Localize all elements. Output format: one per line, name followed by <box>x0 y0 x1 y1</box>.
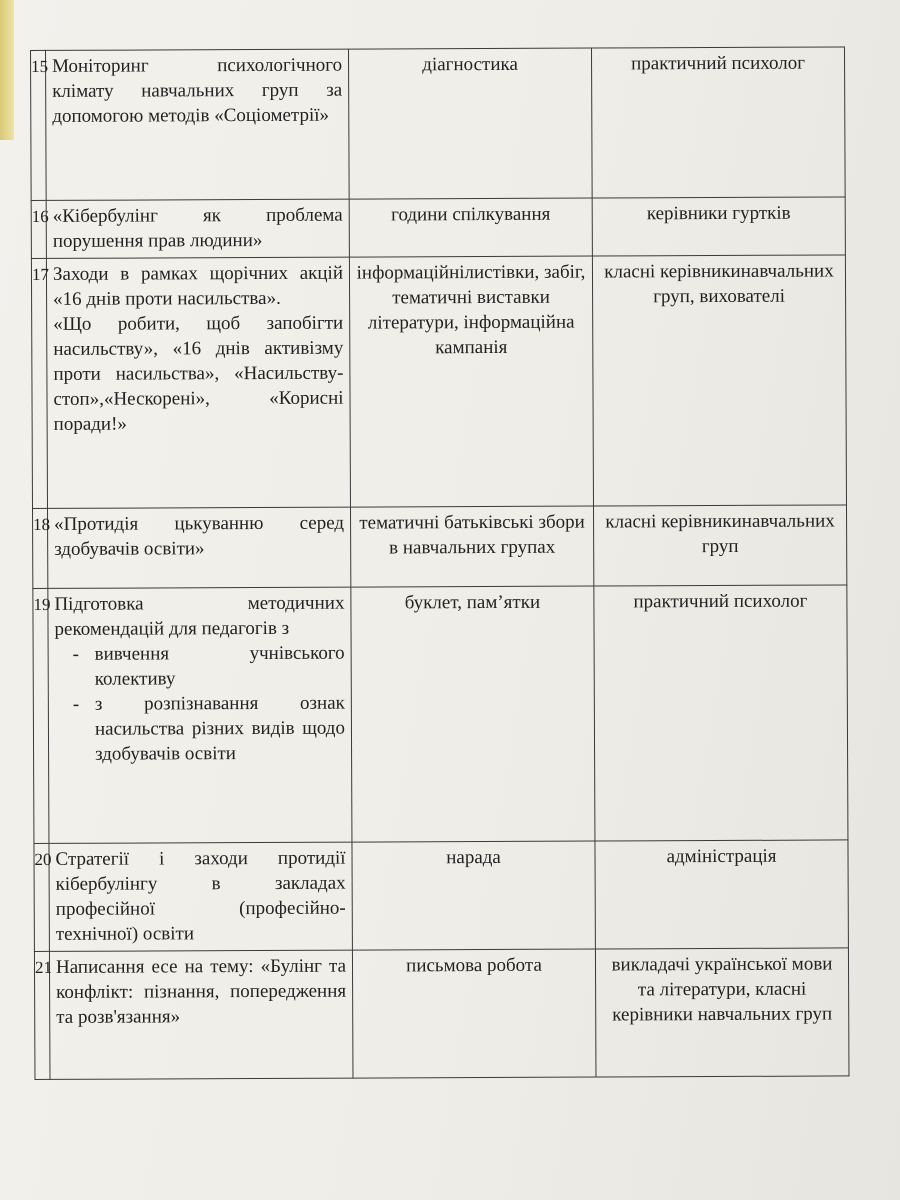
topic-text: Заходи в рамках щорічних акцій «16 днів проти насильства». <box>52 262 344 310</box>
topic-cell <box>46 257 350 508</box>
activities-table <box>30 46 849 1080</box>
table-row <box>31 47 846 201</box>
topic-cell: Написання есе на тему: «Булінг та конфлікт: пізнання, попередження та розв'язання» <box>49 950 353 1079</box>
topic-extra-text: «Що робити, щоб запобігти насильству», «16 днів активізму проти насильства», «Насильству-стоп»,«Нескорені», «Корисні поради!» <box>53 312 344 435</box>
paper-edge <box>0 0 14 140</box>
form-cell: нарада <box>352 841 595 950</box>
form-cell: тематичні батьківські збори в навчальних групах <box>350 506 593 587</box>
row-number: 20 <box>34 843 49 951</box>
responsible-cell: класні керівникинавчальних груп, вихователі <box>592 255 846 506</box>
table-row <box>34 840 848 952</box>
form-cell: інформаційнілистівки, забіг, тематичні виставки літератури, інформаційна кампанія <box>349 256 593 507</box>
table-row <box>33 505 847 589</box>
list-item: - з розпізнавання ознак насильства різних видів щодо здобувачів освіти <box>55 691 345 767</box>
responsible-cell: класні керівникинавчальних груп <box>593 505 846 586</box>
form-cell: письмова робота <box>352 949 596 1078</box>
row-number: 18 <box>33 508 48 588</box>
form-cell: буклет, пам’ятки <box>351 586 595 842</box>
row-number: 19 <box>33 588 49 843</box>
list-item: - вивчення учнівського колективу <box>55 641 345 692</box>
row-number: 17 <box>31 258 47 508</box>
row-number: 21 <box>34 951 50 1079</box>
form-cell: години спілкування <box>349 198 592 257</box>
responsible-cell: керівники гуртків <box>592 197 845 256</box>
responsible-cell: практичний психолог <box>594 585 848 841</box>
topic-cell: Моніторинг психологічного клімату навчальних груп за допомогою методів «Соціометрії» <box>46 49 350 200</box>
responsible-cell: викладачі української мови та літератури, класні керівники навчальних груп <box>595 948 849 1077</box>
table-row <box>31 197 845 259</box>
responsible-cell: практичний психолог <box>591 47 845 198</box>
row-number: 16 <box>31 200 46 258</box>
row-number: 15 <box>31 50 47 200</box>
topic-cell <box>48 587 352 843</box>
topic-cell: «Кібербулінг як проблема порушення прав людини» <box>46 199 349 258</box>
responsible-cell: адміністрація <box>595 840 848 949</box>
table-row <box>31 255 846 509</box>
table-row <box>33 585 848 844</box>
topic-text: Підготовка методичних рекомендацій для педагогів з <box>54 592 345 640</box>
topic-cell: «Протидія цькуванню серед здобувачів освіти» <box>48 507 351 588</box>
table-row <box>34 948 849 1080</box>
topic-cell: Стратегії і заходи протидії кібербулінгу в закладах професійної (професійно-технічної) освіти <box>49 842 352 951</box>
form-cell: діагностика <box>348 48 592 199</box>
